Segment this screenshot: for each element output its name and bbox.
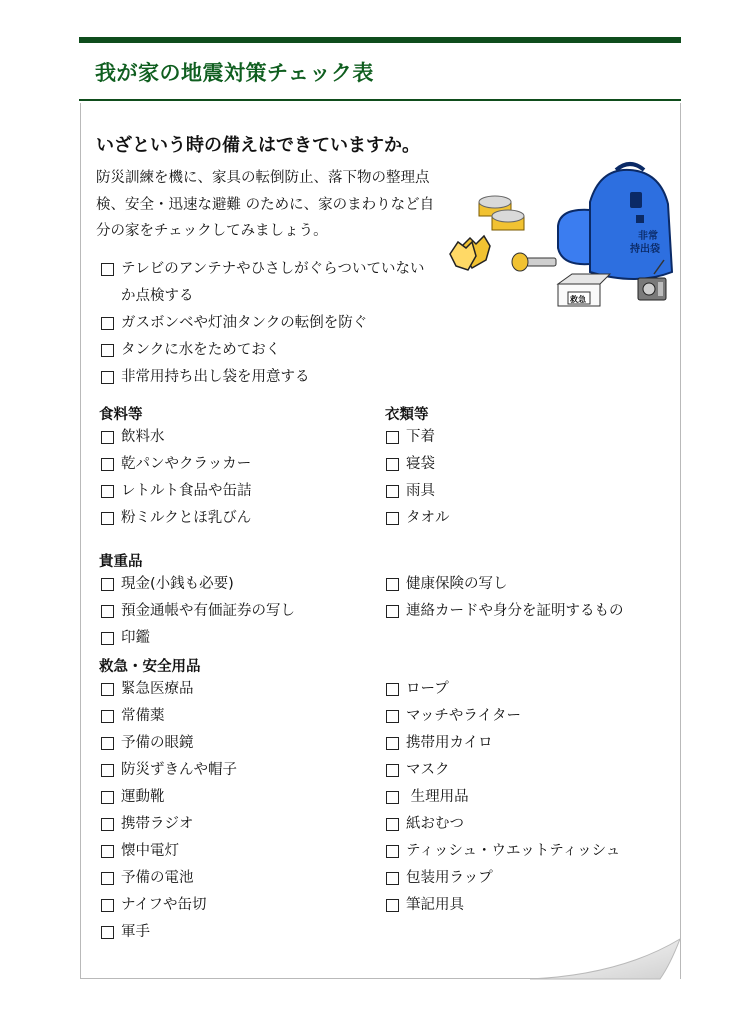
checkbox[interactable]	[101, 371, 114, 384]
gloves-icon	[450, 236, 490, 270]
checklist-item: 予備の眼鏡	[101, 730, 237, 757]
checkbox[interactable]	[101, 791, 114, 804]
flashlight-icon	[512, 253, 556, 271]
checkbox[interactable]	[386, 737, 399, 750]
emergency-list-right	[386, 676, 620, 919]
checkbox[interactable]	[386, 872, 399, 885]
checkbox[interactable]	[101, 764, 114, 777]
checkbox[interactable]	[101, 872, 114, 885]
checkbox[interactable]	[101, 578, 114, 591]
checklist-item: 紙おむつ	[386, 811, 620, 838]
checkbox[interactable]	[386, 818, 399, 831]
checklist-item: ナイフや缶切	[101, 892, 237, 919]
checklist-item: 連絡カードや身分を証明するもの	[386, 598, 624, 625]
backpack-label-line2: 持出袋	[630, 244, 660, 255]
checklist-item: 寝袋	[386, 451, 450, 478]
checklist-item: マッチやライター	[386, 703, 620, 730]
first-aid-label: 救急	[570, 295, 586, 304]
checkbox[interactable]	[101, 344, 114, 357]
checkbox[interactable]	[101, 899, 114, 912]
checklist-item: 生理用品	[386, 784, 620, 811]
checklist-item: 乾パンやクラッカー	[101, 451, 252, 478]
checklist-item: 携帯用カイロ	[386, 730, 620, 757]
checkbox[interactable]	[386, 764, 399, 777]
checklist-item: タンクに水をためておく	[101, 337, 431, 364]
food-list	[101, 424, 252, 532]
checkbox[interactable]	[386, 791, 399, 804]
checklist-item: 預金通帳や有価証券の写し	[101, 598, 295, 625]
checkbox[interactable]	[101, 926, 114, 939]
title-top-bar	[79, 37, 681, 43]
checkbox[interactable]	[101, 683, 114, 696]
section-heading: いざという時の備えはできていますか。	[96, 135, 420, 156]
checkbox[interactable]	[386, 845, 399, 858]
food-section-title: 食料等	[99, 407, 143, 423]
checklist-item: マスク	[386, 757, 620, 784]
checklist-item: 下着	[386, 424, 450, 451]
checklist-item: 運動靴	[101, 784, 237, 811]
checklist-item: 健康保険の写し	[386, 571, 624, 598]
page-title: 我が家の地震対策チェック表	[95, 61, 374, 85]
checkbox[interactable]	[386, 458, 399, 471]
valuables-section-title: 貴重品	[99, 554, 143, 570]
checklist-item: レトルト食品や缶詰	[101, 478, 252, 505]
checklist-item: 軍手	[101, 919, 237, 946]
checkbox[interactable]	[101, 632, 114, 645]
emergency-supplies-illustration	[440, 160, 680, 310]
checklist-item: 予備の電池	[101, 865, 237, 892]
valuables-list-left	[101, 571, 295, 652]
emergency-backpack-icon	[558, 164, 672, 279]
checklist-item: 緊急医療品	[101, 676, 237, 703]
checkbox[interactable]	[101, 710, 114, 723]
checkbox[interactable]	[386, 485, 399, 498]
checklist-item: 筆記用具	[386, 892, 620, 919]
checklist-item: 携帯ラジオ	[101, 811, 237, 838]
checkbox[interactable]	[386, 710, 399, 723]
valuables-list-right	[386, 571, 624, 625]
checkbox[interactable]	[386, 683, 399, 696]
emergency-list-left	[101, 676, 237, 946]
checkbox[interactable]	[101, 605, 114, 618]
clothing-list	[386, 424, 450, 532]
checklist-item: タオル	[386, 505, 450, 532]
checklist-item: 飲料水	[101, 424, 252, 451]
checkbox[interactable]	[386, 578, 399, 591]
backpack-label-line1: 非常	[638, 231, 658, 242]
intro-paragraph: 防災訓練を機に、家具の転倒防止、落下物の整理点検、安全・迅速な避難 のために、家のまわりなど自分の家をチェックしてみましょう。	[96, 170, 435, 239]
checklist-item: 雨具	[386, 478, 450, 505]
checklist-item: 包装用ラップ	[386, 865, 620, 892]
checklist-item: 非常用持ち出し袋を用意する	[101, 364, 431, 391]
checkbox[interactable]	[101, 737, 114, 750]
checklist-item: 懐中電灯	[101, 838, 237, 865]
checkbox[interactable]	[101, 818, 114, 831]
checklist-item: 常備薬	[101, 703, 237, 730]
checklist-item: ティッシュ・ウエットティッシュ	[386, 838, 620, 865]
checklist-item: ガスボンベや灯油タンクの転倒を防ぐ	[101, 310, 431, 337]
checklist-item: 現金(小銭も必要)	[101, 571, 295, 598]
title-underline	[79, 99, 681, 101]
checklist-item: 印鑑	[101, 625, 295, 652]
page-curl-decoration	[530, 935, 682, 981]
checklist-item: ロープ	[386, 676, 620, 703]
emergency-section-title: 救急・安全用品	[99, 659, 201, 675]
checkbox[interactable]	[101, 317, 114, 330]
checklist-item: 防災ずきんや帽子	[101, 757, 237, 784]
checkbox[interactable]	[386, 431, 399, 444]
checkbox[interactable]	[386, 512, 399, 525]
checkbox[interactable]	[101, 263, 114, 276]
checkbox[interactable]	[101, 431, 114, 444]
clothing-section-title: 衣類等	[385, 407, 429, 423]
first-aid-box-icon	[558, 274, 610, 306]
checkbox[interactable]	[386, 899, 399, 912]
canned-food-icon	[479, 196, 524, 230]
checkbox[interactable]	[101, 845, 114, 858]
checkbox[interactable]	[101, 485, 114, 498]
checkbox[interactable]	[386, 605, 399, 618]
checklist-item: テレビのアンテナやひさしがぐらついていないか点検する	[101, 256, 431, 310]
checklist-item: 粉ミルクとほ乳びん	[101, 505, 252, 532]
general-checklist	[101, 256, 431, 391]
checkbox[interactable]	[101, 458, 114, 471]
checkbox[interactable]	[101, 512, 114, 525]
